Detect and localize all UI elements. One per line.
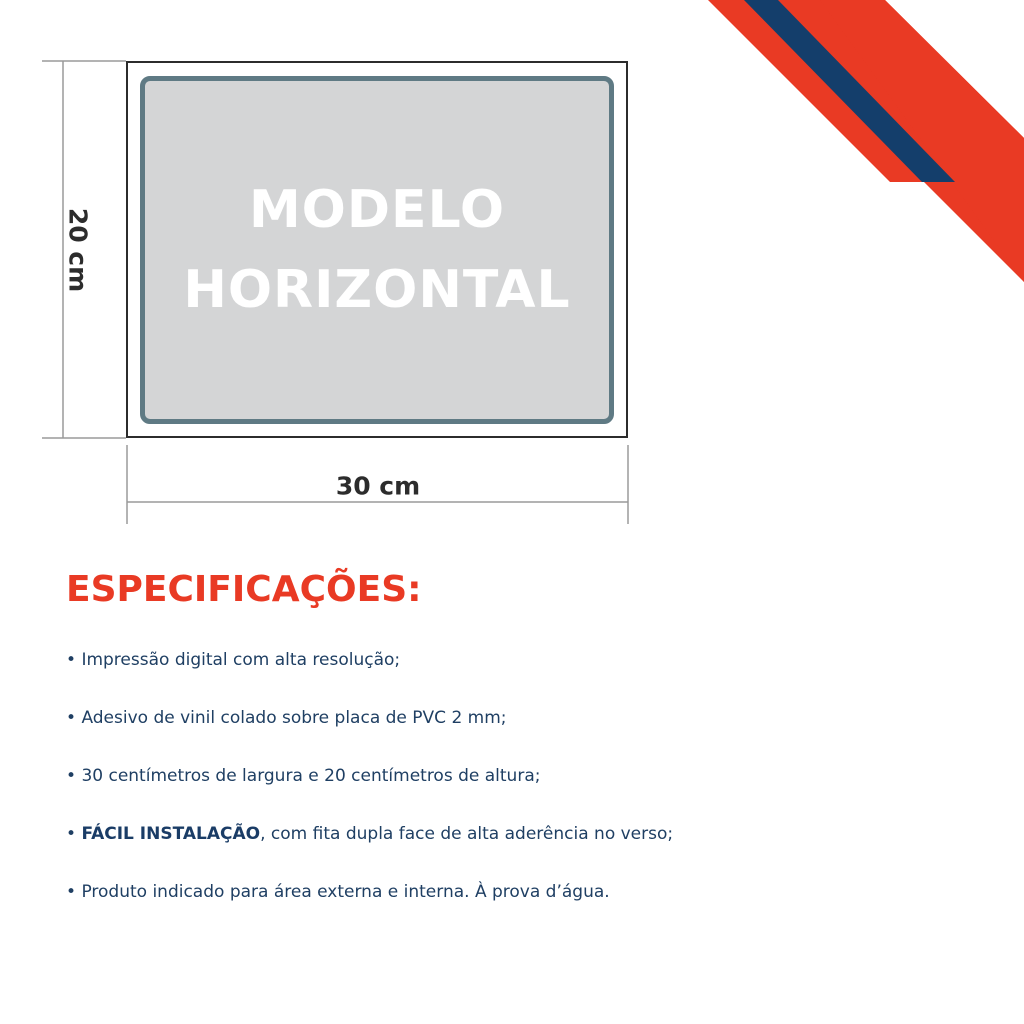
spec-item-dimensions [66, 762, 673, 790]
height-dimension-label: 20 cm [63, 207, 93, 293]
spec-text: Impressão digital com alta resolução; [81, 650, 401, 670]
spec-text: Produto indicado para área externa e interna. À prova d’água. [81, 882, 610, 902]
specifications-list [66, 646, 673, 936]
bullet: • [66, 766, 77, 786]
bullet: • [66, 708, 77, 728]
plate-text-line2: HORIZONTAL [183, 260, 571, 320]
spec-item-resolution [66, 646, 673, 674]
width-dimension-label: 30 cm [335, 471, 421, 501]
specifications-title: ESPECIFICAÇÕES: [66, 569, 422, 610]
bullet: • [66, 824, 77, 844]
plate-model [140, 76, 614, 424]
spec-text: , com fita dupla face de alta aderência no verso; [260, 824, 674, 844]
plate-outline [126, 61, 628, 438]
spec-item-installation [66, 820, 673, 848]
bullet: • [66, 882, 77, 902]
bullet: • [66, 650, 77, 670]
spec-bold-text: FÁCIL INSTALAÇÃO [81, 824, 261, 844]
spec-text: 30 centímetros de largura e 20 centímetros de altura; [81, 766, 541, 786]
spec-text: Adesivo de vinil colado sobre placa de PVC 2 mm; [81, 708, 507, 728]
plate-text-line1: MODELO [248, 180, 506, 240]
spec-item-material [66, 704, 673, 732]
spec-item-usage [66, 878, 673, 906]
